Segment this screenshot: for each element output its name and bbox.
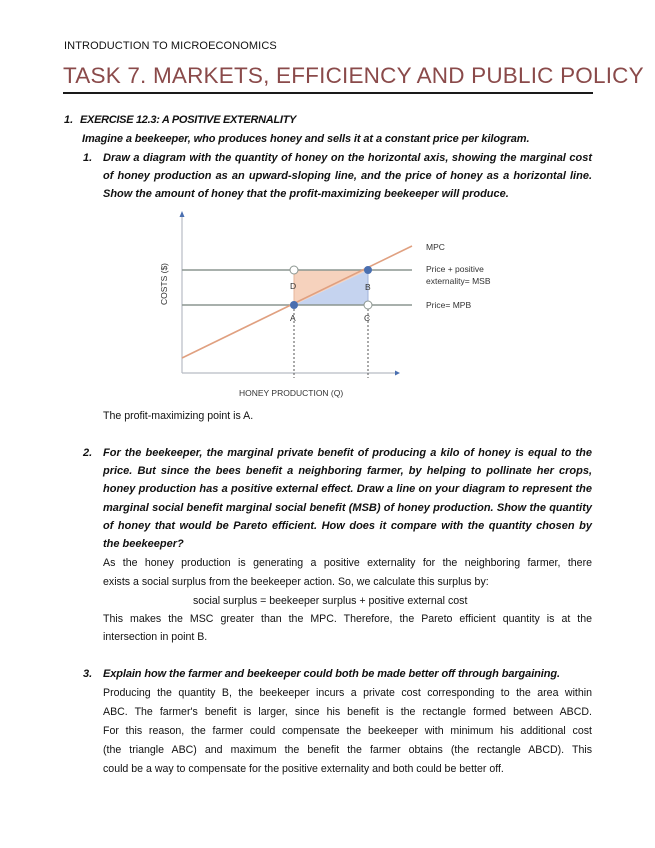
answer-2-line: exists a social surplus from the beekeeper action. So, we calculate this surplus by:: [103, 576, 489, 588]
point-c: [364, 301, 372, 309]
page-title: TASK 7. MARKETS, EFFICIENCY AND PUBLIC POLICY: [63, 63, 644, 88]
question-2-line: marginal social benefit marginal social benefit (MSB) of honey production. Show the quantity: [103, 502, 592, 514]
x-axis-arrow-icon: [395, 371, 400, 376]
question-1-line: Draw a diagram with the quantity of honey on the horizontal axis, showing the marginal cost: [103, 152, 592, 164]
msb-label-line1: Price + positive: [426, 264, 484, 274]
question-3-line: Explain how the farmer and beekeeper could both be made better off through bargaining.: [103, 668, 560, 680]
x-axis-label: HONEY PRODUCTION (Q): [239, 388, 344, 398]
question-2-line: honey production has a positive external effect. Draw a line on your diagram to represent the: [103, 483, 592, 495]
point-a-label: A: [290, 313, 296, 323]
point-c-label: C: [364, 313, 371, 323]
question-2-number: 2.: [83, 447, 93, 459]
mpc-line: [182, 246, 412, 358]
question-1-number: 1.: [83, 152, 93, 164]
point-d-label: D: [290, 281, 297, 291]
course-label: INTRODUCTION TO MICROECONOMICS: [64, 40, 277, 52]
question-2-line: the beekeeper?: [103, 538, 184, 550]
exercise-heading: EXERCISE 12.3: A POSITIVE EXTERNALITY: [80, 114, 297, 126]
mpc-label: MPC: [426, 242, 445, 252]
answer-2-line: As the honey production is generating a positive externality for the neighboring farmer, there: [103, 557, 592, 569]
exercise-number: 1.: [64, 114, 74, 126]
title-divider: [63, 92, 593, 94]
point-a: [290, 301, 298, 309]
answer-3-line: ABC. The farmer's benefit is larger, since his benefit is the rectangle formed between ABCD.: [103, 706, 592, 718]
answer-2-line: This makes the MSC greater than the MPC. Therefore, the Pareto efficient quantity is at the: [103, 613, 592, 625]
question-1-line: of honey production as an upward-sloping line, and the price of honey as a horizontal line.: [103, 170, 592, 182]
msb-label-line2: externality= MSB: [426, 276, 491, 286]
question-1-line: Show the amount of honey that the profit-maximizing beekeeper will produce.: [103, 188, 509, 200]
exercise-intro: Imagine a beekeeper, who produces honey and sells it at a constant price per kilogram.: [82, 133, 530, 145]
y-axis-label: COSTS ($): [159, 262, 169, 306]
point-b-label: B: [365, 282, 371, 292]
answer-2-line: intersection in point B.: [103, 631, 208, 643]
point-b: [364, 266, 372, 274]
answer-1-line: The profit-maximizing point is A.: [103, 410, 254, 422]
externality-diagram: [150, 205, 510, 405]
question-2-line: price. But since the bees benefit a neighboring farmer, by helping to pollinate her crops,: [103, 465, 592, 477]
y-axis-arrow-icon: [180, 211, 185, 217]
point-d: [290, 266, 298, 274]
answer-3-line: Producing the quantity B, the beekeeper incurs a private cost corresponding to the area within: [103, 687, 592, 699]
question-2-line: of honey that would be Pareto efficient. How does it compare with the quantity chosen by: [103, 520, 592, 532]
mpb-label: Price= MPB: [426, 300, 472, 310]
answer-3-line: could be a way to compensate for the positive externality and both could be better off.: [103, 763, 504, 775]
answer-3-line: For this reason, the farmer could compensate the beekeeper with minimum his additional cost: [103, 725, 592, 737]
question-3-number: 3.: [83, 668, 93, 680]
answer-3-line: (the triangle ABC) and maximum the benefit the farmer obtains (the rectangle ABCD). This: [103, 744, 592, 756]
question-2-line: For the beekeeper, the marginal private benefit of producing a kilo of honey is equal to the: [103, 447, 592, 459]
answer-2-formula: social surplus = beekeeper surplus + positive external cost: [193, 595, 468, 607]
